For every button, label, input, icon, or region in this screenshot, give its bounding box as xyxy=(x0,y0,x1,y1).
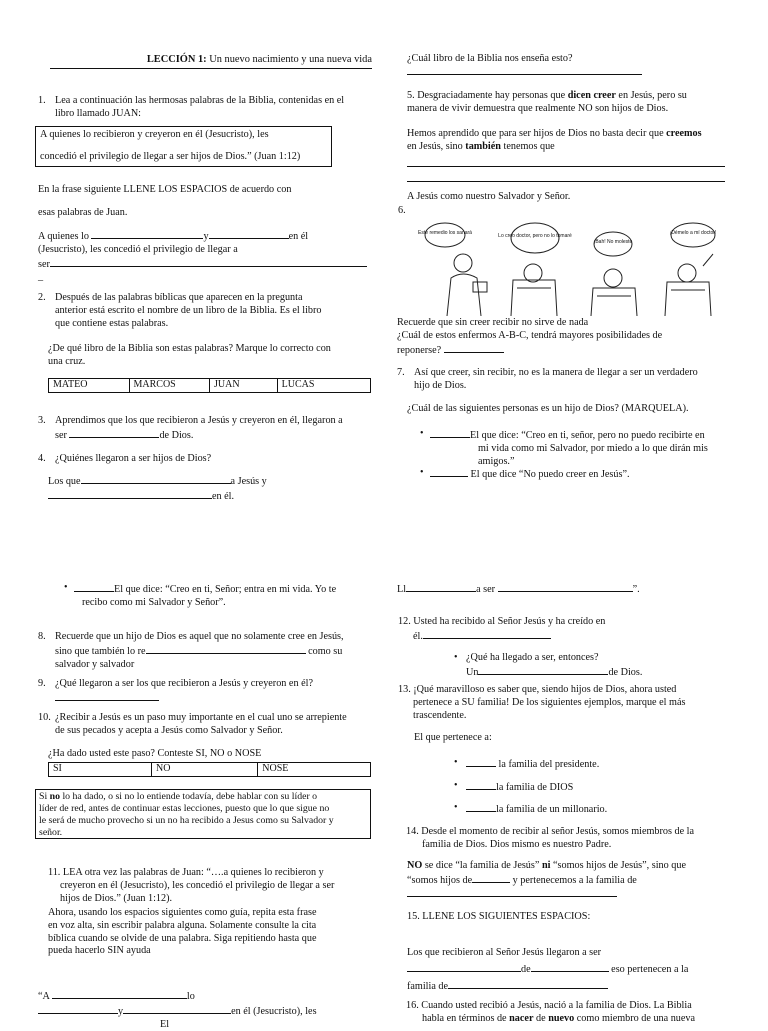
q2-ask-2: una cruz. xyxy=(48,356,374,369)
q15-blank-1[interactable] xyxy=(407,962,521,972)
option-marcos[interactable]: MARCOS xyxy=(129,379,210,393)
header-underline xyxy=(50,67,372,69)
q4-number: 4. xyxy=(38,453,55,466)
fill-y-label: y xyxy=(203,231,208,242)
option-2-mark[interactable] xyxy=(430,467,468,477)
q1-text-1: Lea a continuación las hermosas palabras de la Biblia, contenidas en el xyxy=(55,95,344,106)
family-option-2 xyxy=(454,780,714,795)
q15-eso: eso pertenecen a la xyxy=(611,964,688,975)
q13-text-2: pertenece a SU familia! De los siguientes ejemplos, marque el más xyxy=(398,697,728,710)
ll-close-quote: ”. xyxy=(633,584,640,595)
q7-number: 7. xyxy=(397,367,414,380)
fill-line-2: (Jesucristo), les concedió el privilegio de llegar a xyxy=(38,244,372,257)
q11-text-4: Ahora, usando los espacios siguientes como guía, repita esta frase xyxy=(48,907,370,920)
remember-text: Recuerde que sin creer recibir no sirve de nada xyxy=(397,317,727,330)
option-1-text-2: mi vida como mi Salvador, por miedo a lo que dirán mis xyxy=(430,443,730,456)
bubble-patient-a-text: Lo creo doctor, pero no lo tomaré xyxy=(498,233,572,239)
bullet-1: • xyxy=(420,428,424,441)
q11-text-6: bíblica cuando se olvide de una palabra. Siga repitiendo hasta que xyxy=(48,933,370,946)
q8-text-2: sino que también lo re xyxy=(55,646,146,657)
q4-blank-2[interactable] xyxy=(48,489,212,499)
fam1-mark[interactable] xyxy=(466,757,496,767)
q8-blank[interactable] xyxy=(146,644,306,654)
lesson-title: Un nuevo nacimiento y una nueva vida xyxy=(209,54,372,65)
leader-note-box xyxy=(35,789,371,839)
q11-blank-2[interactable] xyxy=(38,1004,118,1014)
patient-c-bed xyxy=(665,254,713,316)
fill-en-label: en él xyxy=(289,231,309,242)
learned-a: Hemos aprendido que para ser hijos de Dios no basta decir que xyxy=(407,128,664,139)
answer-nose[interactable]: NOSE xyxy=(258,763,371,777)
note-si: Si xyxy=(39,791,47,802)
q15-text-1: Los que recibieron al Señor Jesús llegaron a ser xyxy=(407,947,731,960)
answer-no[interactable]: NO xyxy=(152,763,258,777)
q3-number: 3. xyxy=(38,415,55,428)
q3-text-1: Aprendimos que los que recibieron a Jesús y creyeron en él, llegaron a xyxy=(55,415,343,426)
cartoon-doctor-patients xyxy=(425,218,730,316)
q11-instructions xyxy=(48,907,370,958)
q15-de: de xyxy=(521,964,531,975)
option-1-text-3: amigos.” xyxy=(430,456,730,469)
option-3-text-2: recibo como mi Salvador y Señor”. xyxy=(74,597,364,610)
question-8 xyxy=(38,631,374,671)
fam3-mark[interactable] xyxy=(466,802,496,812)
q13-text-3: trascendente. xyxy=(398,710,728,723)
sons-of-blank[interactable] xyxy=(472,873,510,883)
q12-text-2: él. xyxy=(413,631,423,642)
fill-instructions-2: esas palabras de Juan. xyxy=(38,207,127,220)
which-book-blank[interactable] xyxy=(407,73,642,75)
q4-text: ¿Quiénes llegaron a ser hijos de Dios? xyxy=(55,453,211,464)
q2-number: 2. xyxy=(38,292,55,305)
q11-fill-a: “A xyxy=(38,991,49,1002)
learned-paragraph xyxy=(407,128,729,154)
q7-text-1: Así que creer, sin recibir, no es la manera de llegar a ser un verdadero xyxy=(414,367,698,378)
q8-text-4: salvador y salvador xyxy=(38,659,374,672)
no-text-6: y pertenecemos a la familia de xyxy=(513,875,637,886)
lesson-label: LECCIÓN 1: xyxy=(147,54,207,65)
doctor-body xyxy=(447,274,481,316)
patient-c-head xyxy=(678,264,696,282)
family-option-1 xyxy=(454,757,714,772)
no-bold: NO xyxy=(407,860,422,871)
q11-fill-en: en él (Jesucristo), les xyxy=(231,1006,316,1017)
q11-fill-y: y xyxy=(118,1006,123,1017)
not-jesus-family xyxy=(407,860,731,888)
question-16 xyxy=(406,1000,736,1026)
remember-block xyxy=(397,317,727,357)
q12-ask-block xyxy=(454,652,724,680)
answer-table xyxy=(48,762,371,777)
q15-blank-3[interactable] xyxy=(448,979,608,989)
quote-line-1: A quienes lo recibieron y creyeron en él (Jesucristo), les xyxy=(40,129,327,142)
fill-dash: _ xyxy=(38,271,372,284)
question-2 xyxy=(38,292,374,330)
q12-de-dios: de Dios. xyxy=(608,667,642,678)
bullet-3: • xyxy=(64,582,68,595)
q12-un: Un xyxy=(466,667,478,678)
q11-blank-1[interactable] xyxy=(52,989,187,999)
lesson-header xyxy=(50,53,372,69)
patient-a-bed xyxy=(511,280,557,316)
q11-fill-lo: lo xyxy=(187,991,195,1002)
recover-blank[interactable] xyxy=(444,343,504,353)
q5-number: 5. xyxy=(407,90,415,101)
bullet-fam2: • xyxy=(454,780,458,793)
q5-text-a: Desgraciadamente hay personas que xyxy=(417,90,565,101)
q5-text-bold: dicen creer xyxy=(568,90,616,101)
q7-text-2: hijo de Dios. xyxy=(397,380,727,393)
ll-blank-1[interactable] xyxy=(406,582,476,592)
q10-number: 10. xyxy=(38,712,55,725)
cartoon-drawing xyxy=(425,218,730,316)
q11-text-5: en voz alta, sin escribir palabra alguna. Solamente consulte la cita xyxy=(48,920,370,933)
q11-blank-3[interactable] xyxy=(123,1004,231,1014)
option-mateo[interactable]: MATEO xyxy=(49,379,130,393)
q5-text-c: en Jesús, pero su xyxy=(618,90,686,101)
no-text-5: “somos hijos de xyxy=(407,875,472,886)
q13-text-1: 13. ¡Qué maravilloso es saber que, siendo hijos de Dios, ahora usted xyxy=(398,684,728,697)
bubble-patient-b-text: ¡Bah! No moleste xyxy=(594,239,633,245)
note-no-bold: no xyxy=(50,791,60,802)
bullet-2: • xyxy=(420,467,424,480)
q9-number: 9. xyxy=(38,678,55,691)
q10-ask: ¿Ha dado usted este paso? Conteste SI, NO o NOSE xyxy=(48,748,261,761)
q2-text-1: Después de las palabras bíblicas que aparecen en la pregunta xyxy=(55,292,303,303)
question-5 xyxy=(407,90,727,116)
learned-e: tenemos que xyxy=(504,141,555,152)
q8-text-1: Recuerde que un hijo de Dios es aquel que no solamente cree en Jesús, xyxy=(55,631,344,642)
option-3-mark[interactable] xyxy=(74,582,114,592)
q12-text-1: 12. Usted ha recibido al Señor Jesús y ha creído en xyxy=(398,616,728,629)
q16-text-de: de xyxy=(536,1013,546,1024)
q4-los-que: Los que xyxy=(48,476,81,487)
which-sick-text: ¿Cuál de estos enfermos A-B-C, tendrá mayores posibilidades de xyxy=(397,330,727,343)
q11-fill-sentence xyxy=(38,989,372,1031)
q2-text-3: que contiene estas palabras. xyxy=(38,318,374,331)
q16-bold-nuevo: nuevo xyxy=(548,1013,574,1024)
q10-text-2: de sus pecados y acepta a Jesús como Salvador y Señor. xyxy=(38,725,374,738)
ll-blank-2[interactable] xyxy=(498,582,633,592)
bubble-patient-c-text: ¡Démelo a mí doctor! xyxy=(670,230,717,236)
learned-blank-2[interactable] xyxy=(407,180,725,182)
note-text-4: señor. xyxy=(39,827,367,839)
question-9 xyxy=(38,678,374,706)
bullet-fam3: • xyxy=(454,802,458,815)
q10-text-1: ¿Recibir a Jesús es un paso muy importante en el cual uno se arrepiente xyxy=(55,712,347,723)
q3-de-dios: de Dios. xyxy=(159,430,193,441)
learned-bold-tambien: también xyxy=(465,141,501,152)
q15-blank-2[interactable] xyxy=(531,962,609,972)
question-3 xyxy=(38,415,374,443)
fam2-mark[interactable] xyxy=(466,780,496,790)
question-15-fill xyxy=(407,947,731,993)
family-of-blank[interactable] xyxy=(407,895,617,897)
patient-a-head xyxy=(524,264,542,282)
answer-si[interactable]: SI xyxy=(49,763,152,777)
option-juan[interactable]: JUAN xyxy=(210,379,278,393)
doctor-remedy xyxy=(473,282,487,292)
q16-text-1: 16. Cuando usted recibió a Jesús, nació a la familia de Dios. La Biblia xyxy=(406,1000,736,1013)
q3-blank[interactable] xyxy=(69,428,159,438)
family-option-3 xyxy=(454,802,714,817)
learned-bold-creemos: creemos xyxy=(666,128,701,139)
belongs-label: El que pertenece a: xyxy=(414,732,492,745)
q14-text-2: familia de Dios. Dios mismo es nuestro Padre. xyxy=(406,839,732,852)
q4-en-el: en él. xyxy=(212,491,234,502)
q11-fill-el: El xyxy=(38,1019,372,1031)
q9-text: ¿Qué llegaron a ser los que recibieron a Jesús y creyeron en él? xyxy=(55,678,313,689)
q2-ask-1: ¿De qué libro de la Biblia son estas palabras? Marque lo correcto con xyxy=(48,343,374,356)
fill-blank-1[interactable] xyxy=(91,229,203,239)
option-3-text-1: El que dice: “Creo en ti, Señor; entra en mi vida. Yo te xyxy=(114,584,336,595)
accept-jesus: A Jesús como nuestro Salvador y Señor. xyxy=(407,191,570,204)
q1-text-2: libro llamado JUAN: xyxy=(38,108,374,121)
q12-blank[interactable] xyxy=(423,629,551,639)
q2-ask xyxy=(48,343,374,369)
page-top xyxy=(0,0,768,512)
q11-text-1: 11. LEA otra vez las palabras de Juan: “….a quienes lo recibieron y xyxy=(48,867,368,880)
patient-b-head xyxy=(604,269,622,287)
q12-ask: ¿Qué ha llegado a ser, entonces? xyxy=(466,652,724,665)
bullet-fam1: • xyxy=(454,757,458,770)
question-13 xyxy=(398,684,728,722)
note-text-2: líder de red, antes de continuar estas lecciones, puesto que lo que sigue no xyxy=(39,803,367,815)
fam3-text: la familia de un millonario. xyxy=(496,804,607,815)
q7-ask: ¿Cuál de las siguientes personas es un hijo de Dios? (MARQUELA). xyxy=(407,403,689,416)
patient-b-bed xyxy=(591,288,637,316)
q8-number: 8. xyxy=(38,631,55,644)
fam2-text: la familia de DIOS xyxy=(496,782,573,793)
q6-number: 6. xyxy=(398,205,406,218)
option-1 xyxy=(420,428,730,468)
fam1-text: la familia del presidente. xyxy=(499,759,600,770)
question-12 xyxy=(398,616,728,644)
question-11 xyxy=(48,867,368,905)
question-7 xyxy=(397,367,727,393)
q3-ser-label: ser xyxy=(55,430,67,441)
bullet-q12: • xyxy=(454,652,458,665)
recover-text: reponerse? xyxy=(397,345,441,356)
bible-quote-box xyxy=(35,126,332,167)
q11-text-3: hijos de Dios.” (Juan 1:12). xyxy=(48,893,368,906)
fill-a-label: A quienes lo xyxy=(38,231,89,242)
quote-line-2: concedió el privilegio de llegar a ser hijos de Dios.” (Juan 1:12) xyxy=(40,151,327,164)
q16-text-2a: habla en términos de xyxy=(422,1013,507,1024)
q16-bold-nacer: nacer xyxy=(509,1013,533,1024)
learned-c: en Jesús, sino xyxy=(407,141,463,152)
fill-blank-2[interactable] xyxy=(209,229,289,239)
bubble-doctor-text: Este remedio los sanará xyxy=(418,230,472,236)
question-1 xyxy=(38,95,374,121)
page-bottom xyxy=(0,576,768,1024)
q12-answer-blank[interactable] xyxy=(478,665,608,675)
fill-instructions-1: En la frase siguiente LLENE LOS ESPACIOS de acuerdo con xyxy=(38,184,291,197)
q1-fill-sentence xyxy=(38,229,372,284)
q11-text-2: creyeron en él (Jesucristo), les concedió el privilegio de llegar a ser xyxy=(48,880,368,893)
q1-number: 1. xyxy=(38,95,55,108)
ni-bold: ni xyxy=(542,860,551,871)
q4-blank-1[interactable] xyxy=(81,474,231,484)
note-text-1: lo ha dado, o si no lo entiende todavía, debe hablar con su líder o xyxy=(62,791,317,802)
q9-blank[interactable] xyxy=(55,691,159,701)
option-2 xyxy=(420,467,730,482)
which-book-question: ¿Cuál libro de la Biblia nos enseña esto? xyxy=(407,53,573,66)
q14-text-1: 14. Desde el momento de recibir al señor Jesús, somos miembros de la xyxy=(406,826,732,839)
q11-text-7: pueda hacerlo SIN ayuda xyxy=(48,945,370,958)
question-10 xyxy=(38,712,374,738)
ll-fill xyxy=(397,582,727,597)
no-text-4: “somos hijos de Jesús”, sino que xyxy=(553,860,686,871)
option-3 xyxy=(64,582,364,610)
ll-label: Ll xyxy=(397,584,406,595)
q5-text-d: manera de vivir demuestra que realmente NO son hijos de Dios. xyxy=(407,103,727,116)
q16-text-2e: como miembro de una nueva xyxy=(577,1013,695,1024)
doctor-head xyxy=(454,254,472,272)
q8-text-3: como su xyxy=(308,646,342,657)
fill-blank-3[interactable] xyxy=(50,257,367,267)
q2-text-2: anterior está escrito el nombre de un libro de la Biblia. Es el libro xyxy=(38,305,374,318)
no-text-2: se dice “la familia de Jesús” xyxy=(425,860,540,871)
option-lucas[interactable]: LUCAS xyxy=(277,379,370,393)
fill-ser-label: ser xyxy=(38,259,50,270)
q15-familia-de: familia de xyxy=(407,981,448,992)
question-15-title: 15. LLENE LOS SIGUIENTES ESPACIOS: xyxy=(407,911,590,924)
question-4 xyxy=(38,453,374,466)
q4-fill xyxy=(48,474,374,504)
option-1-mark[interactable] xyxy=(430,428,470,438)
q4-a-jesus: a Jesús y xyxy=(231,476,267,487)
question-14 xyxy=(406,826,732,852)
ll-a-ser: a ser xyxy=(476,584,495,595)
note-text-3: le será de mucho provecho si un no ha recibido a Jesus como su Salvador y xyxy=(39,815,367,827)
book-options-table xyxy=(48,378,371,393)
option-1-text-1: El que dice: “Creo en ti, señor, pero no puedo recibirte en xyxy=(470,430,705,441)
option-2-text: El que dice “No puedo creer en Jesús”. xyxy=(471,469,630,480)
learned-blank-1[interactable] xyxy=(407,165,725,167)
